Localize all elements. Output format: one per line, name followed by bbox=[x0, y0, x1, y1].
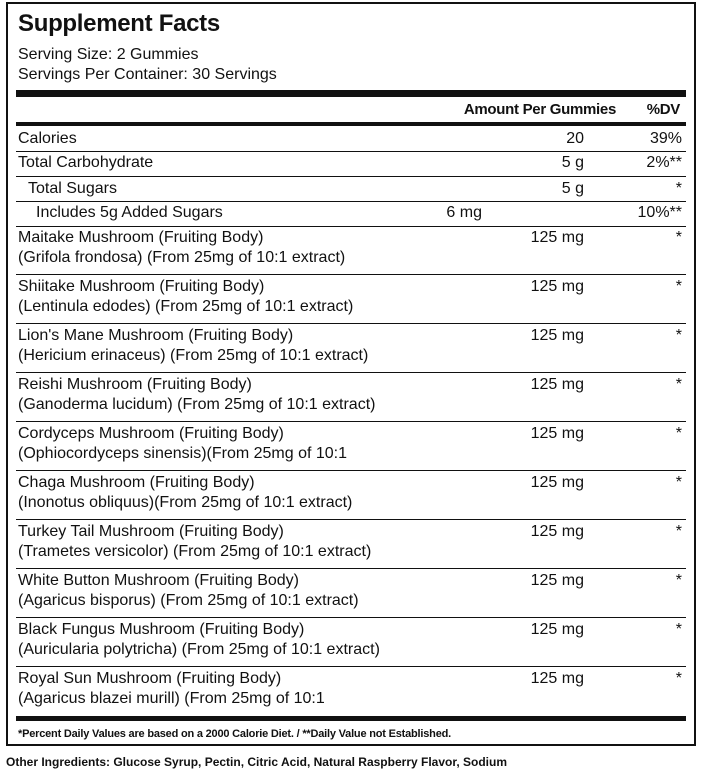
row-dv-total-sugars: * bbox=[675, 180, 682, 197]
ingredient-dv: * bbox=[675, 474, 682, 491]
ingredient-amount: 125 mg bbox=[530, 621, 584, 638]
ingredient-amount: 125 mg bbox=[530, 474, 584, 491]
row-divider bbox=[16, 421, 686, 422]
row-dv-added-sugars: 10%** bbox=[637, 204, 682, 221]
ingredient-source: (Grifola frondosa) (From 25mg of 10:1 extract) bbox=[18, 249, 346, 266]
ingredient-dv: * bbox=[675, 278, 682, 295]
ingredient-source: (Inonotus obliquus)(From 25mg of 10:1 extract) bbox=[18, 494, 353, 511]
ingredient-name: Black Fungus Mushroom (Fruiting Body) bbox=[18, 621, 305, 638]
ingredient-source: (Trametes versicolor) (From 25mg of 10:1 extract) bbox=[18, 543, 372, 560]
row-divider bbox=[16, 617, 686, 618]
ingredient-dv: * bbox=[675, 572, 682, 589]
panel-title: Supplement Facts bbox=[18, 10, 220, 37]
ingredient-dv: * bbox=[675, 229, 682, 246]
row-label-total-sugars: Total Sugars bbox=[28, 180, 117, 197]
serving-size: Serving Size: 2 Gummies bbox=[18, 46, 199, 63]
ingredient-name: Chaga Mushroom (Fruiting Body) bbox=[18, 474, 255, 491]
other-ingredients: Other Ingredients: Glucose Syrup, Pectin, Citric Acid, Natural Raspberry Flavor, Sodium bbox=[6, 755, 508, 769]
ingredient-amount: 125 mg bbox=[530, 523, 584, 540]
row-label-calories: Calories bbox=[18, 130, 77, 147]
row-divider bbox=[16, 519, 686, 520]
ingredient-amount: 125 mg bbox=[530, 670, 584, 687]
ingredient-source: (Lentinula edodes) (From 25mg of 10:1 extract) bbox=[18, 298, 354, 315]
header-dv: %DV bbox=[646, 101, 680, 118]
ingredient-source: (Ophiocordyceps sinensis)(From 25mg of 10:1 bbox=[18, 445, 348, 462]
ingredient-name: Lion's Mane Mushroom (Fruiting Body) bbox=[18, 327, 294, 344]
row-divider bbox=[16, 176, 686, 177]
row-label-carbohydrate: Total Carbohydrate bbox=[18, 154, 154, 171]
header-amount: Amount Per Gummies bbox=[463, 101, 616, 118]
row-divider bbox=[16, 568, 686, 569]
ingredient-source: (Hericium erinaceus) (From 25mg of 10:1 extract) bbox=[18, 347, 369, 364]
ingredient-name: White Button Mushroom (Fruiting Body) bbox=[18, 572, 299, 589]
row-divider bbox=[16, 201, 686, 202]
supplement-facts-panel bbox=[6, 2, 696, 746]
row-amount-added-sugars: 6 mg bbox=[446, 204, 482, 221]
row-divider bbox=[16, 274, 686, 275]
row-divider bbox=[16, 226, 686, 227]
row-divider bbox=[16, 151, 686, 152]
row-divider bbox=[16, 323, 686, 324]
ingredient-amount: 125 mg bbox=[530, 327, 584, 344]
ingredient-amount: 125 mg bbox=[530, 229, 584, 246]
ingredient-name: Maitake Mushroom (Fruiting Body) bbox=[18, 229, 264, 246]
ingredient-source: (Auricularia polytricha) (From 25mg of 10:1 extract) bbox=[18, 641, 380, 658]
row-divider bbox=[16, 372, 686, 373]
thick-divider-bottom bbox=[16, 716, 686, 721]
ingredient-source: (Agaricus bisporus) (From 25mg of 10:1 extract) bbox=[18, 592, 359, 609]
ingredient-source: (Agaricus blazei murill) (From 25mg of 10:1 bbox=[18, 690, 325, 707]
row-amount-carbohydrate: 5 g bbox=[561, 154, 584, 171]
row-dv-carbohydrate: 2%** bbox=[646, 154, 682, 171]
row-label-added-sugars: Includes 5g Added Sugars bbox=[36, 204, 223, 221]
ingredient-dv: * bbox=[675, 621, 682, 638]
row-divider bbox=[16, 666, 686, 667]
servings-per-container: Servings Per Container: 30 Servings bbox=[18, 66, 277, 83]
thick-divider-header bbox=[16, 122, 686, 126]
thick-divider-top bbox=[16, 90, 686, 97]
ingredient-dv: * bbox=[675, 327, 682, 344]
ingredient-source: (Ganoderma lucidum) (From 25mg of 10:1 extract) bbox=[18, 396, 376, 413]
ingredient-name: Cordyceps Mushroom (Fruiting Body) bbox=[18, 425, 284, 442]
ingredient-amount: 125 mg bbox=[530, 376, 584, 393]
ingredient-name: Royal Sun Mushroom (Fruiting Body) bbox=[18, 670, 282, 687]
ingredient-dv: * bbox=[675, 670, 682, 687]
row-amount-total-sugars: 5 g bbox=[561, 180, 584, 197]
ingredient-amount: 125 mg bbox=[530, 278, 584, 295]
ingredient-name: Turkey Tail Mushroom (Fruiting Body) bbox=[18, 523, 284, 540]
ingredient-amount: 125 mg bbox=[530, 425, 584, 442]
ingredient-name: Reishi Mushroom (Fruiting Body) bbox=[18, 376, 252, 393]
ingredient-name: Shiitake Mushroom (Fruiting Body) bbox=[18, 278, 265, 295]
row-divider bbox=[16, 470, 686, 471]
row-dv-calories: 39% bbox=[649, 130, 682, 147]
ingredient-dv: * bbox=[675, 376, 682, 393]
footnote: *Percent Daily Values are based on a 2000 Calorie Diet. / **Daily Value not Established. bbox=[18, 728, 451, 740]
ingredient-dv: * bbox=[675, 523, 682, 540]
ingredient-amount: 125 mg bbox=[530, 572, 584, 589]
row-amount-calories: 20 bbox=[566, 130, 584, 147]
ingredient-dv: * bbox=[675, 425, 682, 442]
